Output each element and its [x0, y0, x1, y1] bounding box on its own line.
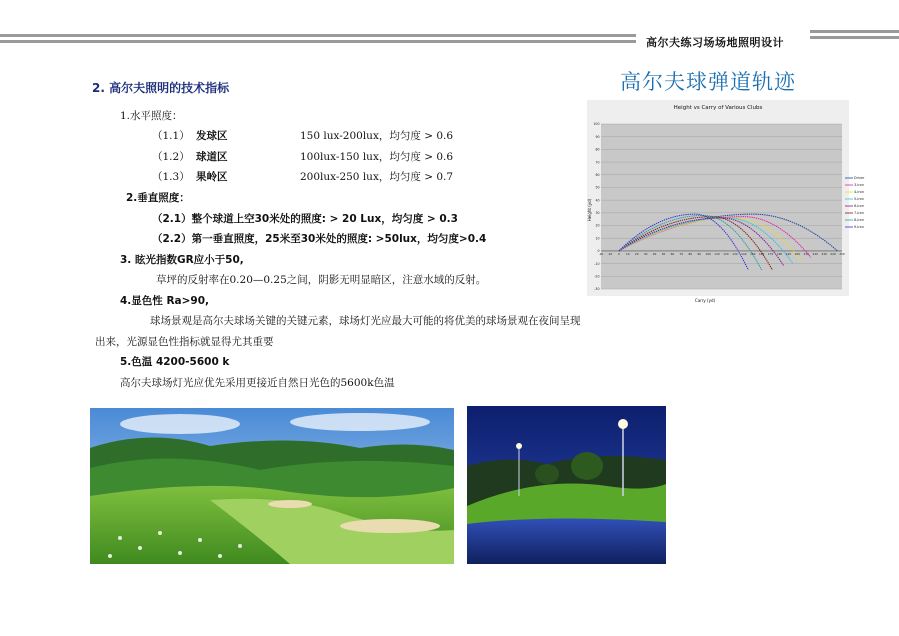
row-fairway-num: （1.2）	[152, 151, 190, 163]
row-tee-num: （1.1）	[152, 130, 190, 142]
x-tick-label: 40	[652, 251, 657, 256]
x-tick-label: 170	[767, 251, 774, 256]
x-tick-label: 200	[794, 251, 801, 256]
x-tick-label: 80	[688, 251, 693, 256]
x-tick-label: 190	[785, 251, 792, 256]
x-tick-label: 30	[643, 251, 648, 256]
y-tick-label: 50	[595, 185, 600, 190]
x-tick-label: 220	[812, 251, 818, 256]
y-tick-label: 80	[595, 147, 600, 152]
row-green-name: 果岭区	[196, 171, 228, 183]
chart-panel-title: 高尔夫球弹道轨迹	[620, 70, 796, 94]
y-tick-label: -10	[594, 261, 600, 266]
row-green-value: 200lux-250 lux，均匀度 > 0.7	[300, 171, 454, 183]
x-tick-label: 130	[732, 251, 738, 256]
x-tick-label: 120	[723, 251, 729, 256]
color-rendering-text-1: 球场景观是高尔夫球场关键的关键元素，球场灯光应最大可能的将优美的球场景观在夜间呈现	[150, 315, 581, 327]
vertical-item-2: （2.2）第一垂直照度，25米至30米处的照度: >50lux，均匀度>0.4	[152, 233, 487, 245]
golf-course-day-image	[90, 408, 454, 564]
legend-label: 6-iron	[854, 204, 864, 209]
header-title: 高尔夫练习场场地照明设计	[646, 36, 784, 49]
x-tick-label: -20	[598, 251, 604, 256]
legend-label: 9-iron	[854, 225, 864, 230]
x-tick-label: -10	[607, 251, 613, 256]
plot-area	[598, 124, 842, 289]
y-axis-label: Height (yd)	[587, 198, 592, 222]
y-tick-label: 70	[595, 160, 600, 165]
legend-label: 8-iron	[854, 218, 864, 223]
x-tick-label: 90	[697, 251, 701, 256]
y-tick-label: 40	[595, 198, 600, 203]
photo-golf-course-day	[90, 408, 454, 564]
x-tick-label: 20	[634, 251, 639, 256]
x-tick-label: 250	[839, 251, 845, 256]
row-tee-name: 发球区	[196, 130, 228, 142]
x-tick-label: 240	[830, 251, 836, 256]
color-rendering-text-2: 出来，光源显色性指标就显得尤其重要	[95, 336, 274, 348]
legend-label: 7-iron	[854, 211, 864, 216]
color-temperature-text: 高尔夫球场灯光应优先采用更接近自然日光色的5600k色温	[120, 377, 395, 389]
x-tick-label: 110	[714, 251, 720, 256]
heading-color-temperature: 5.色温 4200-5600 k	[120, 356, 230, 368]
legend-label: Driver	[854, 176, 865, 181]
y-tick-label: 0	[597, 249, 600, 254]
x-tick-label: 0	[617, 251, 620, 256]
heading-horizontal-illuminance: 1.水平照度：	[120, 110, 183, 122]
x-tick-label: 160	[758, 251, 765, 256]
y-tick-label: 10	[595, 236, 600, 241]
x-axis-label: Carry (yd)	[694, 298, 716, 303]
row-fairway-value: 100lux-150 lux，均匀度 > 0.6	[300, 151, 454, 163]
chart-title-text: Height vs Carry of Various Clubs	[673, 105, 763, 111]
y-tick-label: 60	[595, 172, 600, 177]
trajectory-chart-svg	[587, 100, 865, 303]
row-tee-value: 150 lux-200lux，均匀度 > 0.6	[300, 130, 454, 142]
glare-text: 草坪的反射率在0.20—0.25之间，阴影无明显暗区，注意水域的反射。	[156, 274, 487, 286]
x-tick-label: 60	[670, 251, 675, 256]
x-tick-label: 140	[741, 251, 747, 256]
row-fairway-name: 球道区	[196, 151, 228, 163]
heading-vertical-illuminance: 2.垂直照度：	[126, 192, 190, 204]
trajectory-chart	[587, 100, 865, 303]
legend-label: 3-iron	[854, 183, 864, 188]
legend-label: 5-iron	[854, 197, 864, 202]
row-green-num: （1.3）	[152, 171, 190, 183]
y-tick-label: -20	[594, 274, 600, 279]
x-tick-label: 230	[821, 251, 827, 256]
x-tick-label: 210	[803, 251, 809, 256]
y-tick-label: 100	[593, 122, 600, 127]
chart-legend	[845, 176, 865, 229]
heading-color-rendering: 4.显色性 Ra>90,	[120, 295, 210, 307]
header-rule-right	[810, 30, 899, 44]
x-tick-label: 70	[679, 251, 684, 256]
x-tick-label: 50	[661, 251, 666, 256]
x-tick-label: 10	[625, 251, 630, 256]
header-rule-left	[0, 34, 636, 48]
golf-course-night-image	[467, 406, 666, 564]
section-title: 2. 高尔夫照明的技术指标	[92, 81, 230, 95]
y-tick-label: 30	[595, 211, 600, 216]
y-tick-label: -30	[594, 287, 600, 292]
x-tick-label: 150	[750, 251, 756, 256]
heading-glare: 3. 眩光指数GR应小于50,	[120, 254, 244, 266]
y-tick-label: 20	[595, 223, 600, 228]
x-tick-label: 180	[776, 251, 783, 256]
x-tick-label: 100	[705, 251, 711, 256]
y-tick-label: 90	[595, 134, 600, 139]
photo-golf-course-night	[467, 406, 666, 564]
legend-label: 4-iron	[854, 190, 864, 195]
vertical-item-1: （2.1）整个球道上空30米处的照度: > 20 Lux，均匀度 > 0.3	[152, 213, 458, 225]
